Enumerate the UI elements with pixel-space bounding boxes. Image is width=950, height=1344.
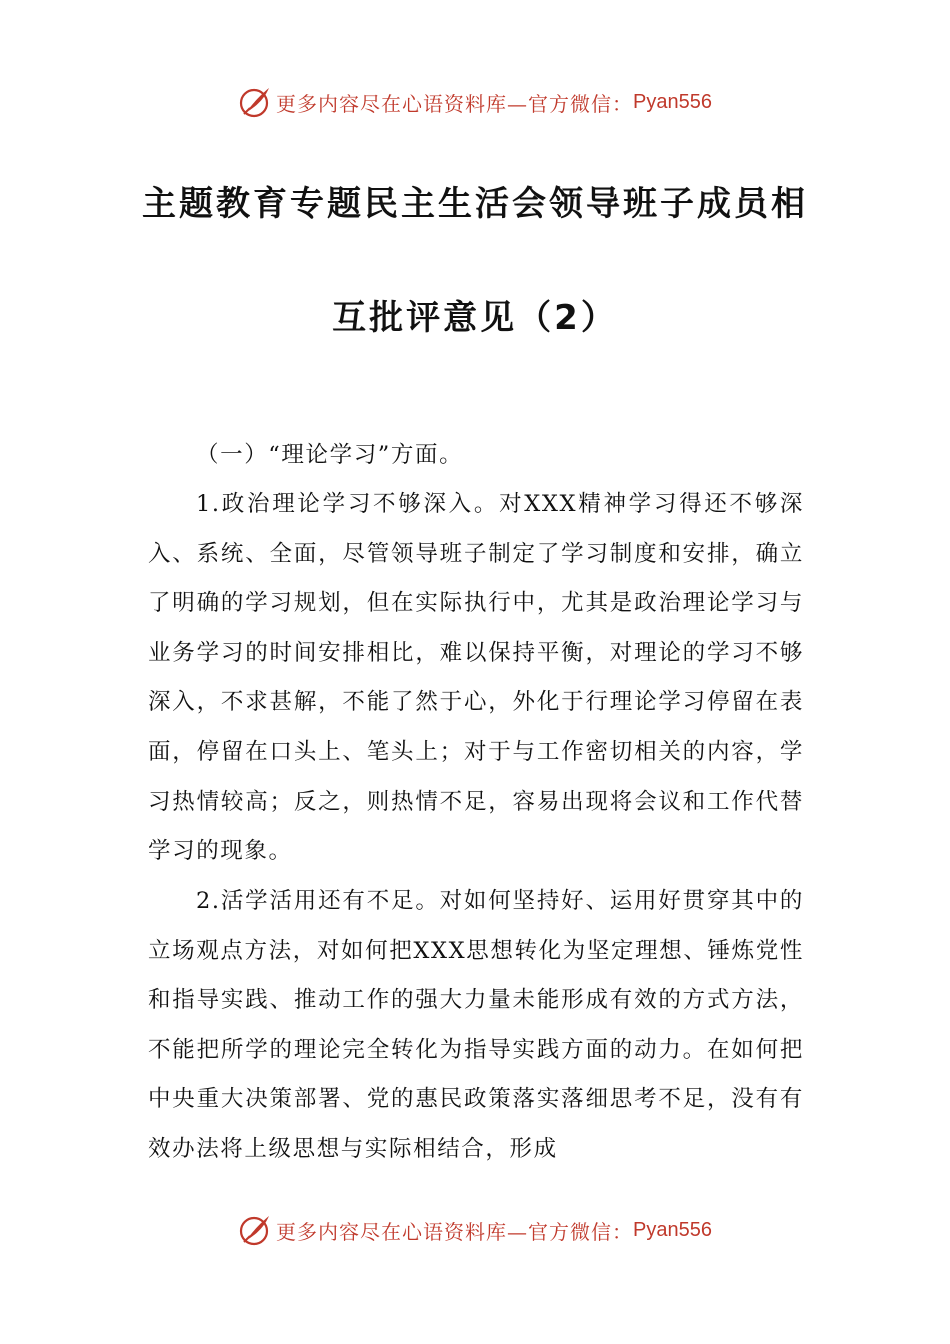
quill-logo-icon — [238, 1213, 272, 1247]
watermark-text: 更多内容尽在心语资料库—官方微信： — [276, 1219, 634, 1244]
watermark-wechat-id: Pyan556 — [633, 90, 712, 113]
watermark-footer — [0, 1210, 950, 1250]
watermark-wechat-id: Pyan556 — [633, 1218, 712, 1241]
document-title-line-1: 主题教育专题民主生活会领导班子成员相 — [142, 184, 808, 224]
document-title-line-2: 互批评意见（2） — [332, 298, 618, 338]
paragraph: 2.活学活用还有不足。对如何坚持好、运用好贯穿其中的立场观点方法，对如何把XXX思想转化为坚定理想、锤炼党性和指导实践、推动工作的强大力量未能形成有效的方式方法，不能把所学的理论完全转化为指导实践方面的动力。在如何把中央重大决策部署、党的惠民政策落实落细思考不足，没有有效办法将上级思想与实际相结合，形成 — [148, 888, 804, 1162]
paragraph: 1.政治理论学习不够深入。对XXX精神学习得还不够深入、系统、全面，尽管领导班子制定了学习制度和安排，确立了明确的学习规划，但在实际执行中，尤其是政治理论学习与业务学习的时间安排相比，难以保持平衡，对理论的学习不够深入，不求甚解，不能了然于心，外化于行理论学习停留在表面，停留在口头上、笔头上；对于与工作密切相关的内容，学习热情较高；反之，则热情不足，容易出现将会议和工作代替学习的现象。 — [148, 491, 804, 865]
watermark-header — [0, 82, 950, 122]
section-heading: （一）“理论学习”方面。 — [196, 442, 464, 468]
watermark-text: 更多内容尽在心语资料库—官方微信： — [276, 91, 634, 116]
quill-logo-icon — [238, 85, 272, 119]
paragraph-2-container — [148, 877, 804, 1175]
paragraph-1-container — [148, 480, 804, 877]
